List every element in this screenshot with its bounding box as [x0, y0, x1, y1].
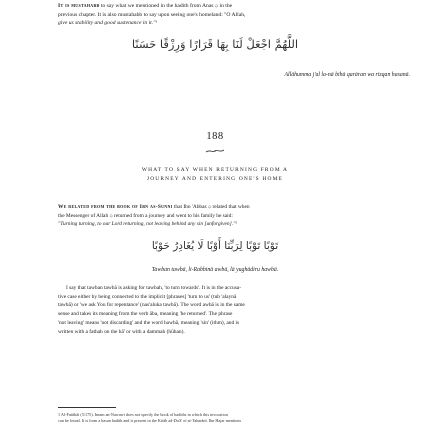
- footnote-line: can be found. It is from a hasan hadith and is present in the Kitāb ad-Du'ā' of at-Tabarānī. Ibn Hajar mentions: [58, 418, 242, 424]
- narration-line3: "Turning turning, to our Lord returning, not leaving behind any sin [unforgiven]."²: [58, 221, 237, 228]
- page-crop-fade: [0, 424, 430, 430]
- narration-line1: that Ibn 'Abbas ۞ related that when: [172, 204, 250, 210]
- commentary-line: 'not leaving' means 'not discarding' and the word hawbā, meaning 'sin' (ithm), and is: [58, 319, 240, 326]
- intro-line1: to say what we mentioned in the hadith from Anas ۞ in the: [99, 3, 233, 9]
- commentary-line: written with a fathah on the hā' or with a dammah (hūban).: [58, 328, 185, 335]
- dua1-arabic: اللَّهُمَّ اجْعَلْ لَنَا بِهَا قَرَارًا وَرِزْقًا حَسَنًا: [131, 37, 299, 51]
- intro-lead: It is mustahabb: [58, 3, 100, 9]
- intro-paragraph: [58, 2, 410, 28]
- chapter-title-line2: JOURNEY AND ENTERING ONE'S HOME: [146, 176, 284, 182]
- intro-line3: give us stability and good sustenance in it."¹: [58, 20, 158, 26]
- ornament-icon: [205, 148, 225, 154]
- footnote-rule: [58, 407, 116, 408]
- dua1-translit: Allāhumma j'al la-nā bihā qarāran wa rizqan hasanā.: [284, 72, 410, 78]
- narration-paragraph: [58, 203, 414, 229]
- narration-line: [58, 203, 414, 212]
- dua2-arabic: تَوْبًا تَوْبًا لِرَبِّنَا أَوْبًا لَا يُغَادِرُ حَوْبًا: [151, 240, 279, 252]
- commentary-line: I say that tawban tawbā is asking for tawbah, 'to turn towards'. It is in the accusa-: [66, 285, 241, 291]
- narration-line2: the Messenger of Allah ۞ returned from a journey and went to his family he said:: [58, 212, 233, 219]
- commentary-line: tive case either by being connected to the implicit [phrases] 'turn to us' (tub 'alaynā: [58, 293, 237, 300]
- intro-line2: previous chapter. It is also mustahabb to say upon seeing one's homeland: "O Allah,: [58, 11, 246, 18]
- commentary-line: sense and takes its meaning from the verb āba, meaning 'he returned'. The phrase: [58, 311, 233, 318]
- chapter-number: 188: [206, 131, 224, 142]
- narration-lead: We related from the book of Ibn as-Sunni: [58, 204, 173, 210]
- intro-line: [58, 2, 410, 11]
- commentary-line: tawbā) or 'we ask You for repentance' (nas'aluka tawbā). The word awbā is in the same: [58, 302, 245, 309]
- footnote-line: 1 Al-Futūhāt (5/175). Imam an-Nawawi does not specify the book of hadiths in which this invocation: [58, 412, 228, 417]
- dua2-translit: Tawban tawbā, li-Rabbinā awbā, lā yughādiru hawbā.: [151, 267, 279, 273]
- footnotes: [58, 412, 410, 425]
- commentary-paragraph: [58, 284, 414, 336]
- chapter-title: [0, 166, 430, 184]
- chapter-title-line1: WHAT TO SAY WHEN RETURNING FROM A: [141, 167, 289, 173]
